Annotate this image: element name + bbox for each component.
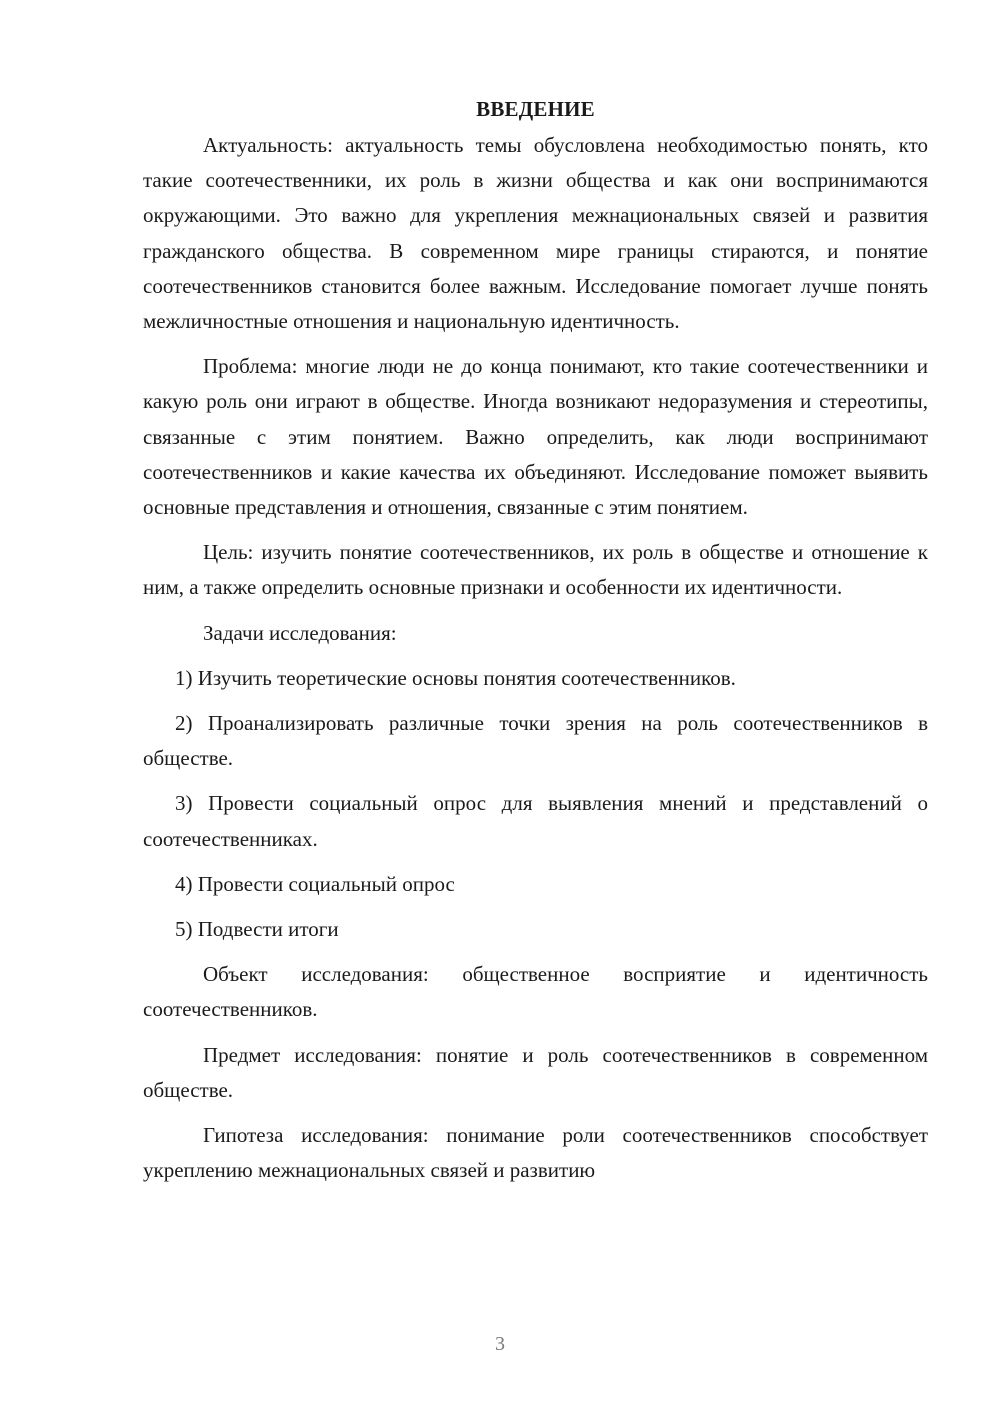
relevance-paragraph: Актуальность: актуальность темы обусловлена необходимостью понять, кто такие соотечественники, их роль в жизни общества и как они воспринимаются окружающими. Это важно для укрепления межнациональных связей и развития гражданского общества. В современном мире границы стираются, и понятие соотечественников становится более важным. Исследование помогает лучше понять межличностные отношения и национальную идентичность.: [143, 133, 928, 334]
hypothesis-paragraph: Гипотеза исследования: понимание роли соотечественников способствует укреплению межнациональных связей и развитию: [143, 1123, 928, 1183]
document-page: [143, 92, 928, 1198]
task-item: 3) Провести социальный опрос для выявления мнений и представлений о соотечественниках.: [143, 791, 928, 851]
tasks-heading: Задачи исследования:: [203, 620, 397, 645]
page-title: ВВЕДЕНИЕ: [476, 97, 595, 121]
problem-paragraph: Проблема: многие люди не до конца понимают, кто такие соотечественники и какую роль они играют в обществе. Иногда возникают недоразумения и стереотипы, связанные с этим понятием. Важно определить, как люди воспринимают соотечественников и какие качества их объединяют. Исследование поможет выявить основные представления и отношения, связанные с этим понятием.: [143, 354, 928, 520]
goal-paragraph: Цель: изучить понятие соотечественников, их роль в обществе и отношение к ним, а также определить основные признаки и особенности их идентичности.: [143, 540, 928, 600]
task-item: 4) Провести социальный опрос: [175, 871, 455, 896]
task-item: 2) Проанализировать различные точки зрения на роль соотечественников в обществе.: [143, 711, 928, 771]
object-paragraph: Объект исследования: общественное восприятие и идентичность соотечественников.: [143, 962, 928, 1022]
task-item: 5) Подвести итоги: [175, 917, 339, 942]
task-item: 1) Изучить теоретические основы понятия соотечественников.: [175, 665, 736, 690]
page-number: 3: [495, 1333, 505, 1355]
subject-paragraph: Предмет исследования: понятие и роль соотечественников в современном обществе.: [143, 1042, 928, 1102]
